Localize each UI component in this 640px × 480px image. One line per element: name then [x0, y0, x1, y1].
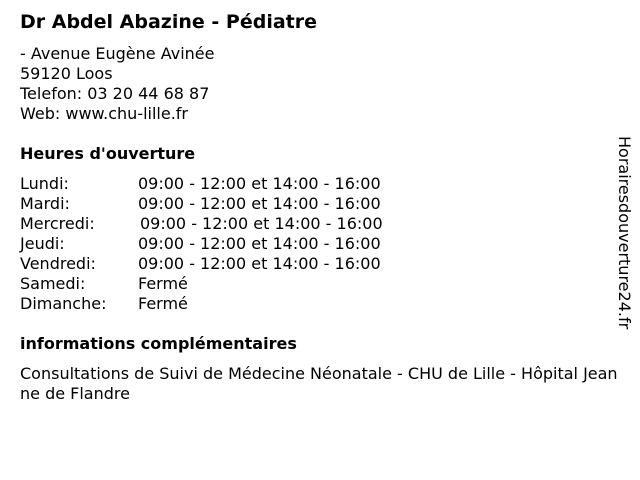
day-label: Lundi: — [20, 174, 69, 193]
hours-row-samedi — [20, 274, 440, 294]
phone-number: Telefon: 03 20 44 68 87 — [20, 84, 210, 103]
website: Web: www.chu-lille.fr — [20, 104, 189, 123]
watermark-text: Horairesdouverture24.fr — [615, 136, 634, 330]
hours-row-lundi — [20, 174, 440, 194]
day-hours: 09:00 - 12:00 et 14:00 - 16:00 — [140, 214, 383, 233]
page-title: Dr Abdel Abazine - Pédiatre — [20, 11, 317, 33]
hours-row-jeudi — [20, 234, 440, 254]
day-label: Dimanche: — [20, 294, 107, 313]
day-hours: 09:00 - 12:00 et 14:00 - 16:00 — [138, 234, 381, 253]
street-address: - Avenue Eugène Avinée — [20, 44, 215, 63]
hours-row-dimanche — [20, 294, 440, 314]
day-label: Mardi: — [20, 194, 70, 213]
day-label: Mercredi: — [20, 214, 95, 233]
day-hours: Fermé — [138, 294, 188, 313]
hours-row-vendredi — [20, 254, 440, 274]
day-label: Samedi: — [20, 274, 86, 293]
day-label: Vendredi: — [20, 254, 96, 273]
opening-hours-list — [20, 174, 440, 314]
day-hours: Fermé — [138, 274, 188, 293]
watermark — [612, 136, 634, 346]
day-hours: 09:00 - 12:00 et 14:00 - 16:00 — [138, 194, 381, 213]
city: 59120 Loos — [20, 64, 113, 83]
hours-row-mercredi — [20, 214, 440, 234]
hours-row-mardi — [20, 194, 440, 214]
additional-info-heading: informations complémentaires — [20, 334, 297, 353]
day-hours: 09:00 - 12:00 et 14:00 - 16:00 — [138, 254, 381, 273]
additional-info-text: Consultations de Suivi de Médecine Néonatale - CHU de Lille - Hôpital Jeanne de Flandre — [20, 364, 618, 403]
address-block — [20, 44, 214, 124]
day-hours: 09:00 - 12:00 et 14:00 - 16:00 — [138, 174, 381, 193]
day-label: Jeudi: — [20, 234, 65, 253]
opening-hours-heading: Heures d'ouverture — [20, 144, 196, 163]
